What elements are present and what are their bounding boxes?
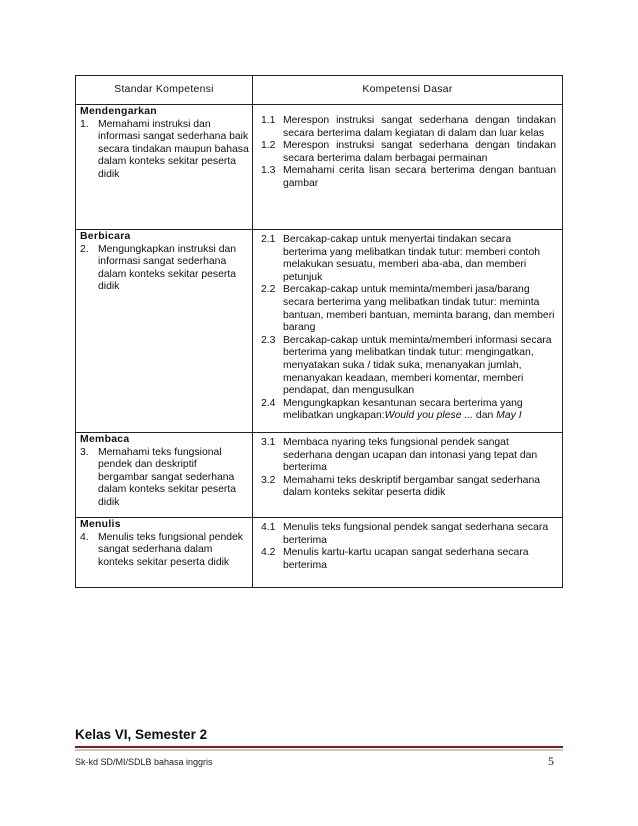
sk-number: 3.: [80, 446, 89, 458]
kd-text-italic: Would you plese ...: [384, 410, 474, 422]
table-header-row: [76, 76, 563, 105]
sk-number: 4.: [80, 531, 89, 543]
kd-cell: [253, 230, 563, 433]
kd-text-italic: May I: [496, 410, 522, 422]
kd-number: 3.1: [261, 437, 276, 448]
kd-number: 1.3: [261, 165, 276, 177]
kd-item: [261, 335, 556, 398]
kd-text: Menulis kartu-kartu ucapan sangat sederhana secara berterima: [283, 547, 529, 571]
kd-number: 1.2: [261, 140, 276, 152]
footer-rule-primary: [75, 746, 563, 748]
kd-cell: [253, 433, 563, 518]
sk-text: Mengungkapkan instruksi dan informasi sangat sederhana dalam konteks sekitar peserta didik: [98, 243, 237, 293]
kd-text: Menulis teks fungsional pendek sangat sederhana secara berterima: [283, 522, 549, 546]
sk-cell: [76, 105, 253, 230]
kd-number: 4.1: [261, 522, 276, 533]
kd-item: [261, 475, 556, 500]
kd-item: [261, 398, 556, 423]
kd-number: 1.1: [261, 115, 276, 126]
kd-text: Mengungkapkan kesantunan secara berterima yang melibatkan ungkapan:: [283, 397, 523, 422]
sk-number: 1.: [80, 118, 89, 130]
kd-number: 3.2: [261, 474, 276, 486]
sk-title: Membaca: [80, 434, 130, 445]
kd-text: dan: [473, 410, 497, 422]
kd-cell: [253, 105, 563, 230]
kd-item: [261, 234, 556, 284]
competency-table: [75, 75, 563, 588]
kd-text: Bercakap-cakap untuk meminta/memberi informasi secara berterima yang melibatkan tindak tutur: mengingatkan, menyatakan suka / tidak suka, menanyakan jumlah, menanyakan keadaan, memberi komentar, memberi pendapat, dan mengusulkan: [283, 334, 552, 397]
table-row: [76, 433, 563, 518]
kd-text: Memahami teks deskriptif bergambar sangat sederhana dalam konteks sekitar peserta didik: [283, 474, 541, 499]
sk-title: Menulis: [80, 519, 121, 530]
table-row: [76, 105, 563, 230]
sk-cell: [76, 230, 253, 433]
table-row: [76, 518, 563, 588]
sk-number: 2.: [80, 243, 89, 255]
section-heading: Kelas VI, Semester 2: [75, 727, 208, 742]
sk-cell: [76, 433, 253, 518]
sk-title: Berbicara: [80, 231, 131, 242]
kd-item: [261, 522, 556, 547]
sk-item: [80, 119, 249, 182]
sk-text: Menulis teks fungsional pendek sangat sederhana dalam konteks sekitar peserta didik: [98, 531, 243, 568]
page-number: 5: [548, 754, 554, 768]
kd-text: Bercakap-cakap untuk menyertai tindakan secara berterima yang melibatkan tindak tutur: memberi contoh melakukan sesuatu, memberi aba-aba, dan memberi petunjuk: [283, 234, 541, 283]
sk-item: [80, 532, 249, 570]
footer-document-label: Sk-kd SD/MI/SDLB bahasa inggris: [75, 757, 213, 767]
kd-item: [261, 284, 556, 334]
header-kompetensi-dasar: Kompetensi Dasar: [253, 76, 563, 105]
kd-text: Merespon instruksi sangat sederhana dengan tindakan secara berterima dalam kegiatan di dalam dan luar kelas: [283, 115, 556, 139]
kd-number: 2.3: [261, 334, 276, 346]
sk-cell: [76, 518, 253, 588]
table-row: [76, 230, 563, 433]
kd-number: 2.2: [261, 284, 276, 296]
kd-item: [261, 165, 556, 190]
kd-text: Memahami cerita lisan secara berterima dengan bantuan gambar: [283, 165, 556, 189]
header-standar-kompetensi: Standar Kompetensi: [76, 76, 253, 105]
kd-text-composite: [283, 398, 556, 423]
kd-text: Membaca nyaring teks fungsional pendek sangat sederhana dengan ucapan dan intonasi yang tepat dan berterima: [283, 437, 538, 474]
sk-item: [80, 447, 249, 510]
kd-text: Bercakap-cakap untuk meminta/memberi jasa/barang secara berterima yang melibatkan tindak tutur: meminta bantuan, memberi bantuan, meminta barang, dan memberi barang: [283, 284, 555, 334]
kd-item: [261, 437, 556, 475]
sk-title: Mendengarkan: [80, 106, 157, 117]
kd-item: [261, 547, 556, 572]
kd-item: [261, 115, 556, 140]
sk-text: Memahami instruksi dan informasi sangat sederhana baik secara tindakan maupun bahasa dalam konteks sekitar peserta didik: [98, 118, 249, 180]
kd-text: Merespon instruksi sangat sederhana dengan tindakan secara berterima dalam berbagai permainan: [283, 140, 556, 164]
kd-number: 2.1: [261, 234, 276, 245]
kd-item: [261, 140, 556, 165]
footer-rule-secondary: [75, 749, 563, 751]
kd-number: 4.2: [261, 547, 276, 559]
kd-number: 2.4: [261, 397, 276, 409]
kd-cell: [253, 518, 563, 588]
sk-item: [80, 244, 249, 294]
sk-text: Memahami teks fungsional pendek dan deskriptif bergambar sangat sederhana dalam konteks sekitar peserta didik: [98, 446, 237, 508]
